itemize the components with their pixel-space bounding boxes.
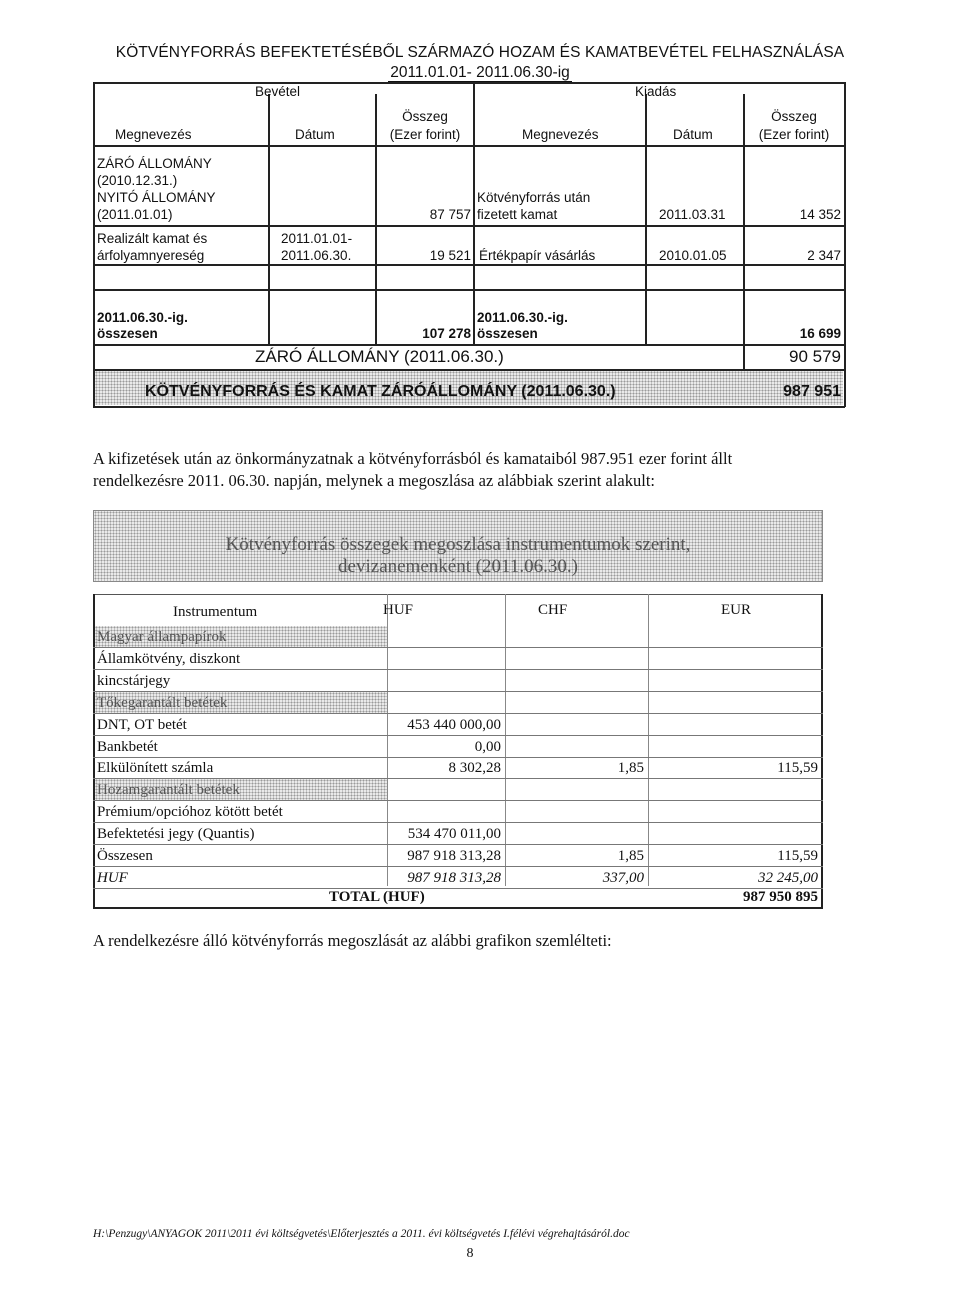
table-row [93, 845, 823, 867]
total-value: 987 950 895 [743, 889, 818, 905]
row-instrument: kincstárjegy [97, 672, 171, 689]
row-chf: 1,85 [617, 848, 644, 864]
kiadas-header: Kiadás [635, 84, 677, 99]
sum-left-label-2: összesen [97, 326, 158, 341]
row-instrument: Tőkegarantált betétek [97, 694, 228, 711]
instrument-distribution-table [93, 510, 823, 910]
header-datum-left: Dátum [295, 127, 335, 142]
row-instrument: Összesen [97, 848, 153, 864]
header-megnevezes-left: Megnevezés [115, 127, 192, 142]
page-number: 8 [466, 1246, 474, 1261]
table-row [93, 736, 823, 758]
kiadas1-date: 2011.03.31 [659, 207, 726, 222]
table-row [93, 779, 823, 801]
table-row [93, 626, 823, 648]
row-huf: 987 918 313,28 [407, 869, 501, 886]
t2-header-instrument: Instrumentum [173, 604, 258, 620]
sum-right-label-2: összesen [477, 326, 538, 341]
sum-left-amount: 107 278 [422, 326, 471, 341]
row-instrument: Hozamgarantált betétek [97, 782, 240, 799]
realizalt-label-1: Realizált kamat és [97, 231, 208, 246]
realizalt-date-1: 2011.01.01- [281, 231, 353, 246]
nyito-label-2: (2011.01.01) [97, 207, 173, 222]
table-row [93, 692, 823, 714]
nyito-label-1: NYITÓ ÁLLOMÁNY [97, 190, 216, 205]
income-expense-table [93, 82, 845, 408]
row-instrument: HUF [97, 869, 128, 886]
sum-right-label-1: 2011.06.30.-ig. [477, 310, 568, 325]
banner-line-2: devizanemenként (2011.06.30.) [338, 556, 578, 577]
t2-header-eur: EUR [721, 602, 751, 618]
row-instrument: Bankbetét [97, 738, 158, 755]
period-text: 2011.01.01- 2011.06.30-ig [390, 64, 570, 81]
header-osszeg-left-1: Összeg [402, 109, 448, 124]
row-chf: 337,00 [602, 869, 644, 886]
realizalt-label-2: árfolyamnyereség [97, 248, 205, 263]
table-row [93, 648, 823, 670]
zaro-final-amount: 90 579 [789, 347, 841, 366]
total-label: TOTAL (HUF) [329, 889, 425, 905]
bevetel-header: Bevétel [255, 84, 301, 99]
nyito-amount: 87 757 [429, 207, 471, 222]
header-osszeg-right-2: (Ezer forint) [758, 127, 830, 142]
summary-paragraph [93, 448, 845, 492]
row-huf: 453 440 000,00 [407, 716, 501, 733]
row-huf: 8 302,28 [448, 760, 501, 777]
kiadas1-name-2: fizetett kamat [477, 207, 558, 222]
row-huf: 534 470 011,00 [407, 826, 501, 843]
row-instrument: DNT, OT betét [97, 716, 187, 733]
row-instrument: Magyar állampapírok [97, 629, 227, 645]
table-row [93, 757, 823, 779]
row-eur: 32 245,00 [758, 869, 818, 886]
kiadas1-amount: 14 352 [799, 207, 841, 222]
document-title: KÖTVÉNYFORRÁS BEFEKTETÉSÉBŐL SZÁRMAZÓ HOZAM ÉS KAMATBEVÉTEL FELHASZNÁLÁSA [115, 44, 845, 61]
kotveny-amount: 987 951 [783, 383, 841, 400]
row-instrument: Befektetési jegy (Quantis) [97, 826, 255, 843]
kotveny-label: KÖTVÉNYFORRÁS ÉS KAMAT ZÁRÓÁLLOMÁNY (2011.06.30.) [145, 383, 616, 400]
t2-header-huf: HUF [383, 602, 414, 618]
summary-line-2: rendelkezésre 2011. 06.30. napján, melynek a megoszlása az alábbiak szerint alakult: [93, 471, 655, 490]
table-row [93, 801, 823, 823]
row-instrument: Elkülönített számla [97, 760, 214, 777]
banner-line-1: Kötvényforrás összegek megoszlása instrumentumok szerint, [225, 534, 691, 555]
header-osszeg-left-2: (Ezer forint) [389, 127, 461, 142]
chart-intro-text: A rendelkezésre álló kötvényforrás megoszlását az alábbi grafikon szemlélteti: [93, 931, 612, 950]
zaro-final-label: ZÁRÓ ÁLLOMÁNY (2011.06.30.) [255, 347, 504, 366]
kiadas2-date: 2010.01.05 [659, 248, 727, 263]
kiadas2-name: Értékpapír vásárlás [479, 248, 596, 263]
row-instrument: Prémium/opcióhoz kötött betét [97, 804, 283, 821]
header-datum-right: Dátum [673, 127, 713, 142]
sum-left-label-1: 2011.06.30.-ig. [97, 310, 188, 325]
sum-right-amount: 16 699 [799, 326, 841, 341]
table-row [93, 867, 823, 889]
row-huf: 987 918 313,28 [407, 848, 501, 864]
row-instrument: Államkötvény, diszkont [97, 650, 241, 667]
realizalt-date-2: 2011.06.30. [281, 248, 352, 263]
t2-header-chf: CHF [538, 602, 568, 618]
row-chf: 1,85 [617, 760, 644, 777]
summary-line-1: A kifizetések után az önkormányzatnak a kötvényforrásból és kamataiból 987.951 ezer forint állt [93, 449, 733, 468]
kiadas1-name-1: Kötvényforrás után [477, 190, 591, 205]
table-row [93, 714, 823, 736]
row-eur: 115,59 [777, 760, 818, 777]
table-row [93, 823, 823, 845]
row-huf: 0,00 [474, 738, 501, 755]
kiadas2-amount: 2 347 [807, 248, 841, 263]
row-eur: 115,59 [777, 848, 818, 864]
header-megnevezes-right: Megnevezés [522, 127, 599, 142]
footer-path: H:\Penzugy\ANYAGOK 2011\2011 évi költségvetés\Előterjesztés a 2011. évi költségvetés I.félévi végrehajtásáról.doc [93, 1228, 630, 1240]
document-period [0, 64, 960, 82]
zaro-label-1: ZÁRÓ ÁLLOMÁNY [97, 156, 212, 171]
header-osszeg-right-1: Összeg [771, 109, 817, 124]
table-row [93, 670, 823, 692]
zaro-label-2: (2010.12.31.) [97, 173, 178, 188]
realizalt-amount: 19 521 [429, 248, 471, 263]
